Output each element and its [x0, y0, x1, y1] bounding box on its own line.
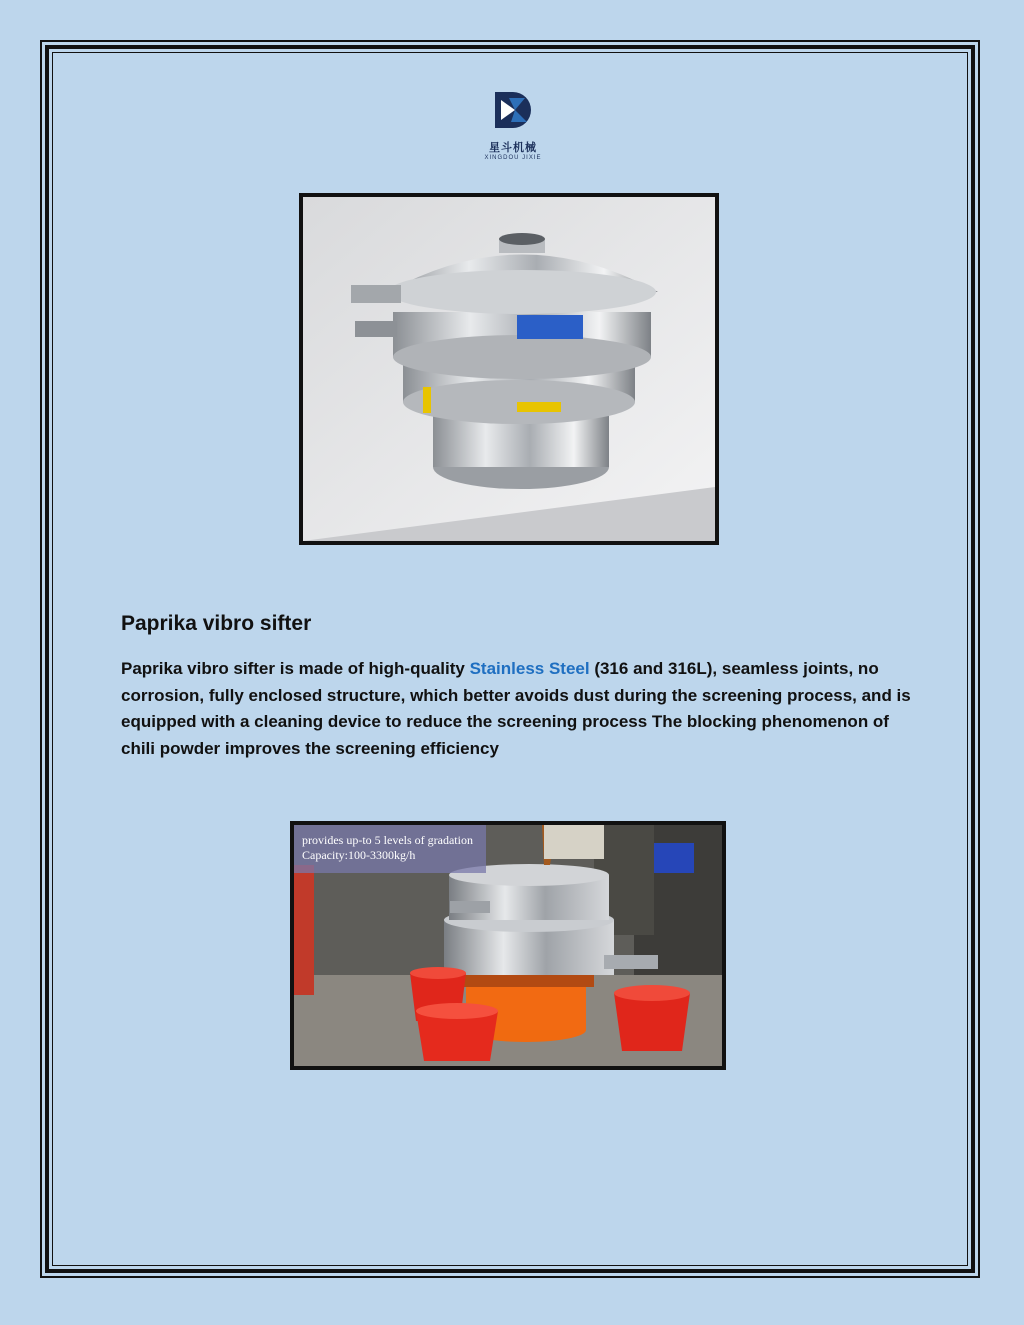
logo-english-name: XINGDOU JIXIE — [484, 155, 542, 161]
paragraph-text-start: Paprika vibro sifter is made of high-quality — [121, 659, 470, 678]
stainless-steel-link[interactable]: Stainless Steel — [469, 659, 590, 678]
caption-capacity: Capacity:100-3300kg/h — [302, 848, 416, 862]
logo-mark-icon — [491, 88, 535, 132]
company-logo — [478, 88, 548, 161]
sifter-product-photo — [299, 193, 719, 545]
caption-gradation: provides up-to 5 levels of gradation — [302, 833, 473, 847]
section-paragraph — [121, 656, 911, 762]
logo-chinese-name: 星斗机械 — [489, 141, 537, 154]
video-caption-overlay — [294, 825, 486, 873]
sifter-machine-illustration — [303, 197, 715, 541]
section-heading: Paprika vibro sifter — [121, 612, 312, 635]
sifter-in-use-photo — [290, 821, 726, 1070]
paragraph-text-end: (316 and 316L), seamless joints, no corrosion, fully enclosed structure, which better avoids dust during the screening process, and is equipped with a cleaning device to reduce the screening process The blocking phenomenon of chili powder improves the screening efficiency — [121, 659, 911, 758]
